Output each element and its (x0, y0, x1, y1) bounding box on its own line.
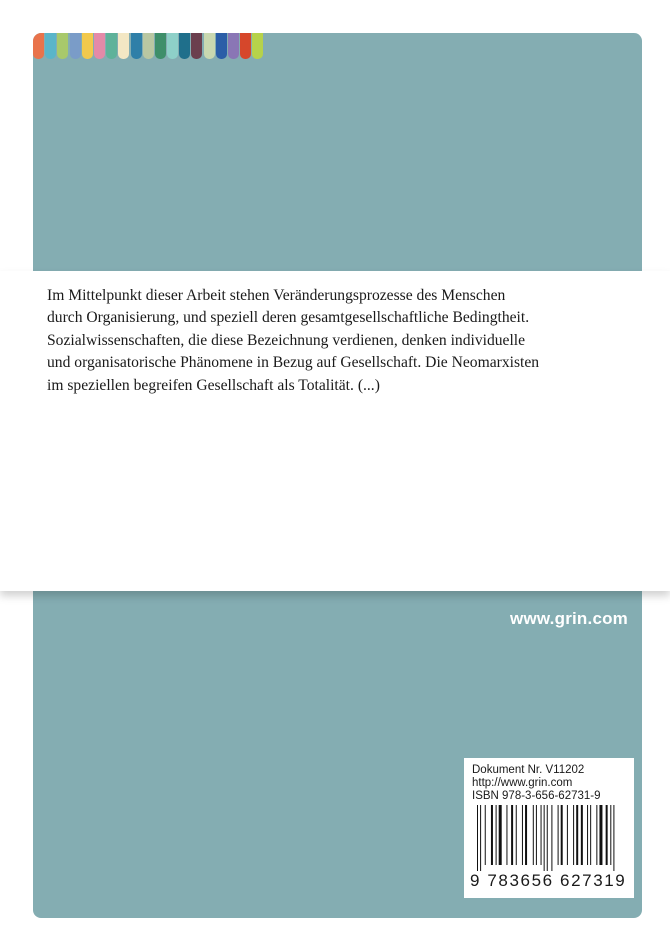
barcode-bar (485, 805, 486, 865)
color-stripe (45, 33, 56, 59)
barcode-block (464, 758, 634, 898)
book-description (47, 285, 647, 397)
document-number: Dokument Nr. V11202 (472, 764, 585, 776)
color-stripe (57, 33, 68, 59)
barcode-bar (496, 805, 497, 865)
description-line: Im Mittelpunkt dieser Arbeit stehen Veränderungsprozesse des Menschen (47, 287, 506, 304)
publisher-website: www.grin.com (510, 609, 628, 628)
barcode-bar (541, 805, 542, 865)
barcode-bar (544, 805, 545, 871)
color-stripe (228, 33, 239, 59)
color-stripe (155, 33, 166, 59)
barcode-bar (506, 805, 507, 865)
description-line: Sozialwissenschaften, die diese Bezeichnung verdienen, denken individuelle (47, 331, 526, 349)
color-stripe (240, 33, 251, 59)
barcode-bar (547, 805, 548, 871)
cover-bottom-panel (33, 591, 642, 918)
barcode-bar (511, 805, 513, 865)
barcode-bar (558, 805, 559, 865)
barcode-bar (533, 805, 534, 865)
barcode-bar (581, 805, 583, 865)
barcode-bar (576, 805, 578, 865)
barcode-bar (491, 805, 493, 865)
color-stripe (204, 33, 215, 59)
color-stripe (216, 33, 227, 59)
color-stripe (106, 33, 117, 59)
description-panel (0, 271, 670, 591)
barcode-bar (590, 805, 591, 865)
barcode-digits: 9 783656 627319 (470, 871, 627, 890)
description-line: und organisatorische Phänomene in Bezug auf Gesellschaft. Die Neomarxisten (47, 354, 540, 372)
color-stripe (70, 33, 81, 59)
barcode-bar (525, 805, 527, 865)
barcode-bar (477, 805, 478, 871)
barcode-bar (551, 805, 552, 871)
color-stripe (191, 33, 202, 59)
color-stripe (118, 33, 129, 59)
barcode-bar (613, 805, 614, 871)
description-line: im speziellen begreifen Gesellschaft als Totalität. (...) (47, 376, 380, 394)
color-stripe (82, 33, 93, 59)
barcode-bar (596, 805, 597, 865)
isbn-number: ISBN 978-3-656-62731-9 (472, 790, 601, 802)
publisher-url: http://www.grin.com (472, 777, 573, 789)
barcode-bar (567, 805, 568, 865)
color-stripe (33, 33, 44, 59)
barcode-bar (499, 805, 502, 865)
barcode-bar (561, 805, 563, 865)
barcode-bar (599, 805, 602, 865)
color-stripe (131, 33, 142, 59)
color-stripes (33, 33, 265, 59)
barcode-bar (522, 805, 523, 865)
barcode-bar (573, 805, 574, 865)
barcode-bar (480, 805, 481, 871)
barcode-bar (516, 805, 517, 865)
color-stripe (94, 33, 105, 59)
barcode-image (477, 805, 627, 871)
cover-top-panel (33, 33, 642, 271)
color-stripe (179, 33, 190, 59)
color-stripe (252, 33, 263, 59)
color-stripe (167, 33, 178, 59)
description-line: durch Organisierung, und speziell deren gesamtgesellschaftliche Bedingtheit. (47, 309, 530, 327)
barcode-bar (610, 805, 611, 865)
barcode-bar (536, 805, 537, 865)
barcode-bar (606, 805, 608, 865)
barcode-bar (587, 805, 588, 865)
color-stripe (143, 33, 154, 59)
